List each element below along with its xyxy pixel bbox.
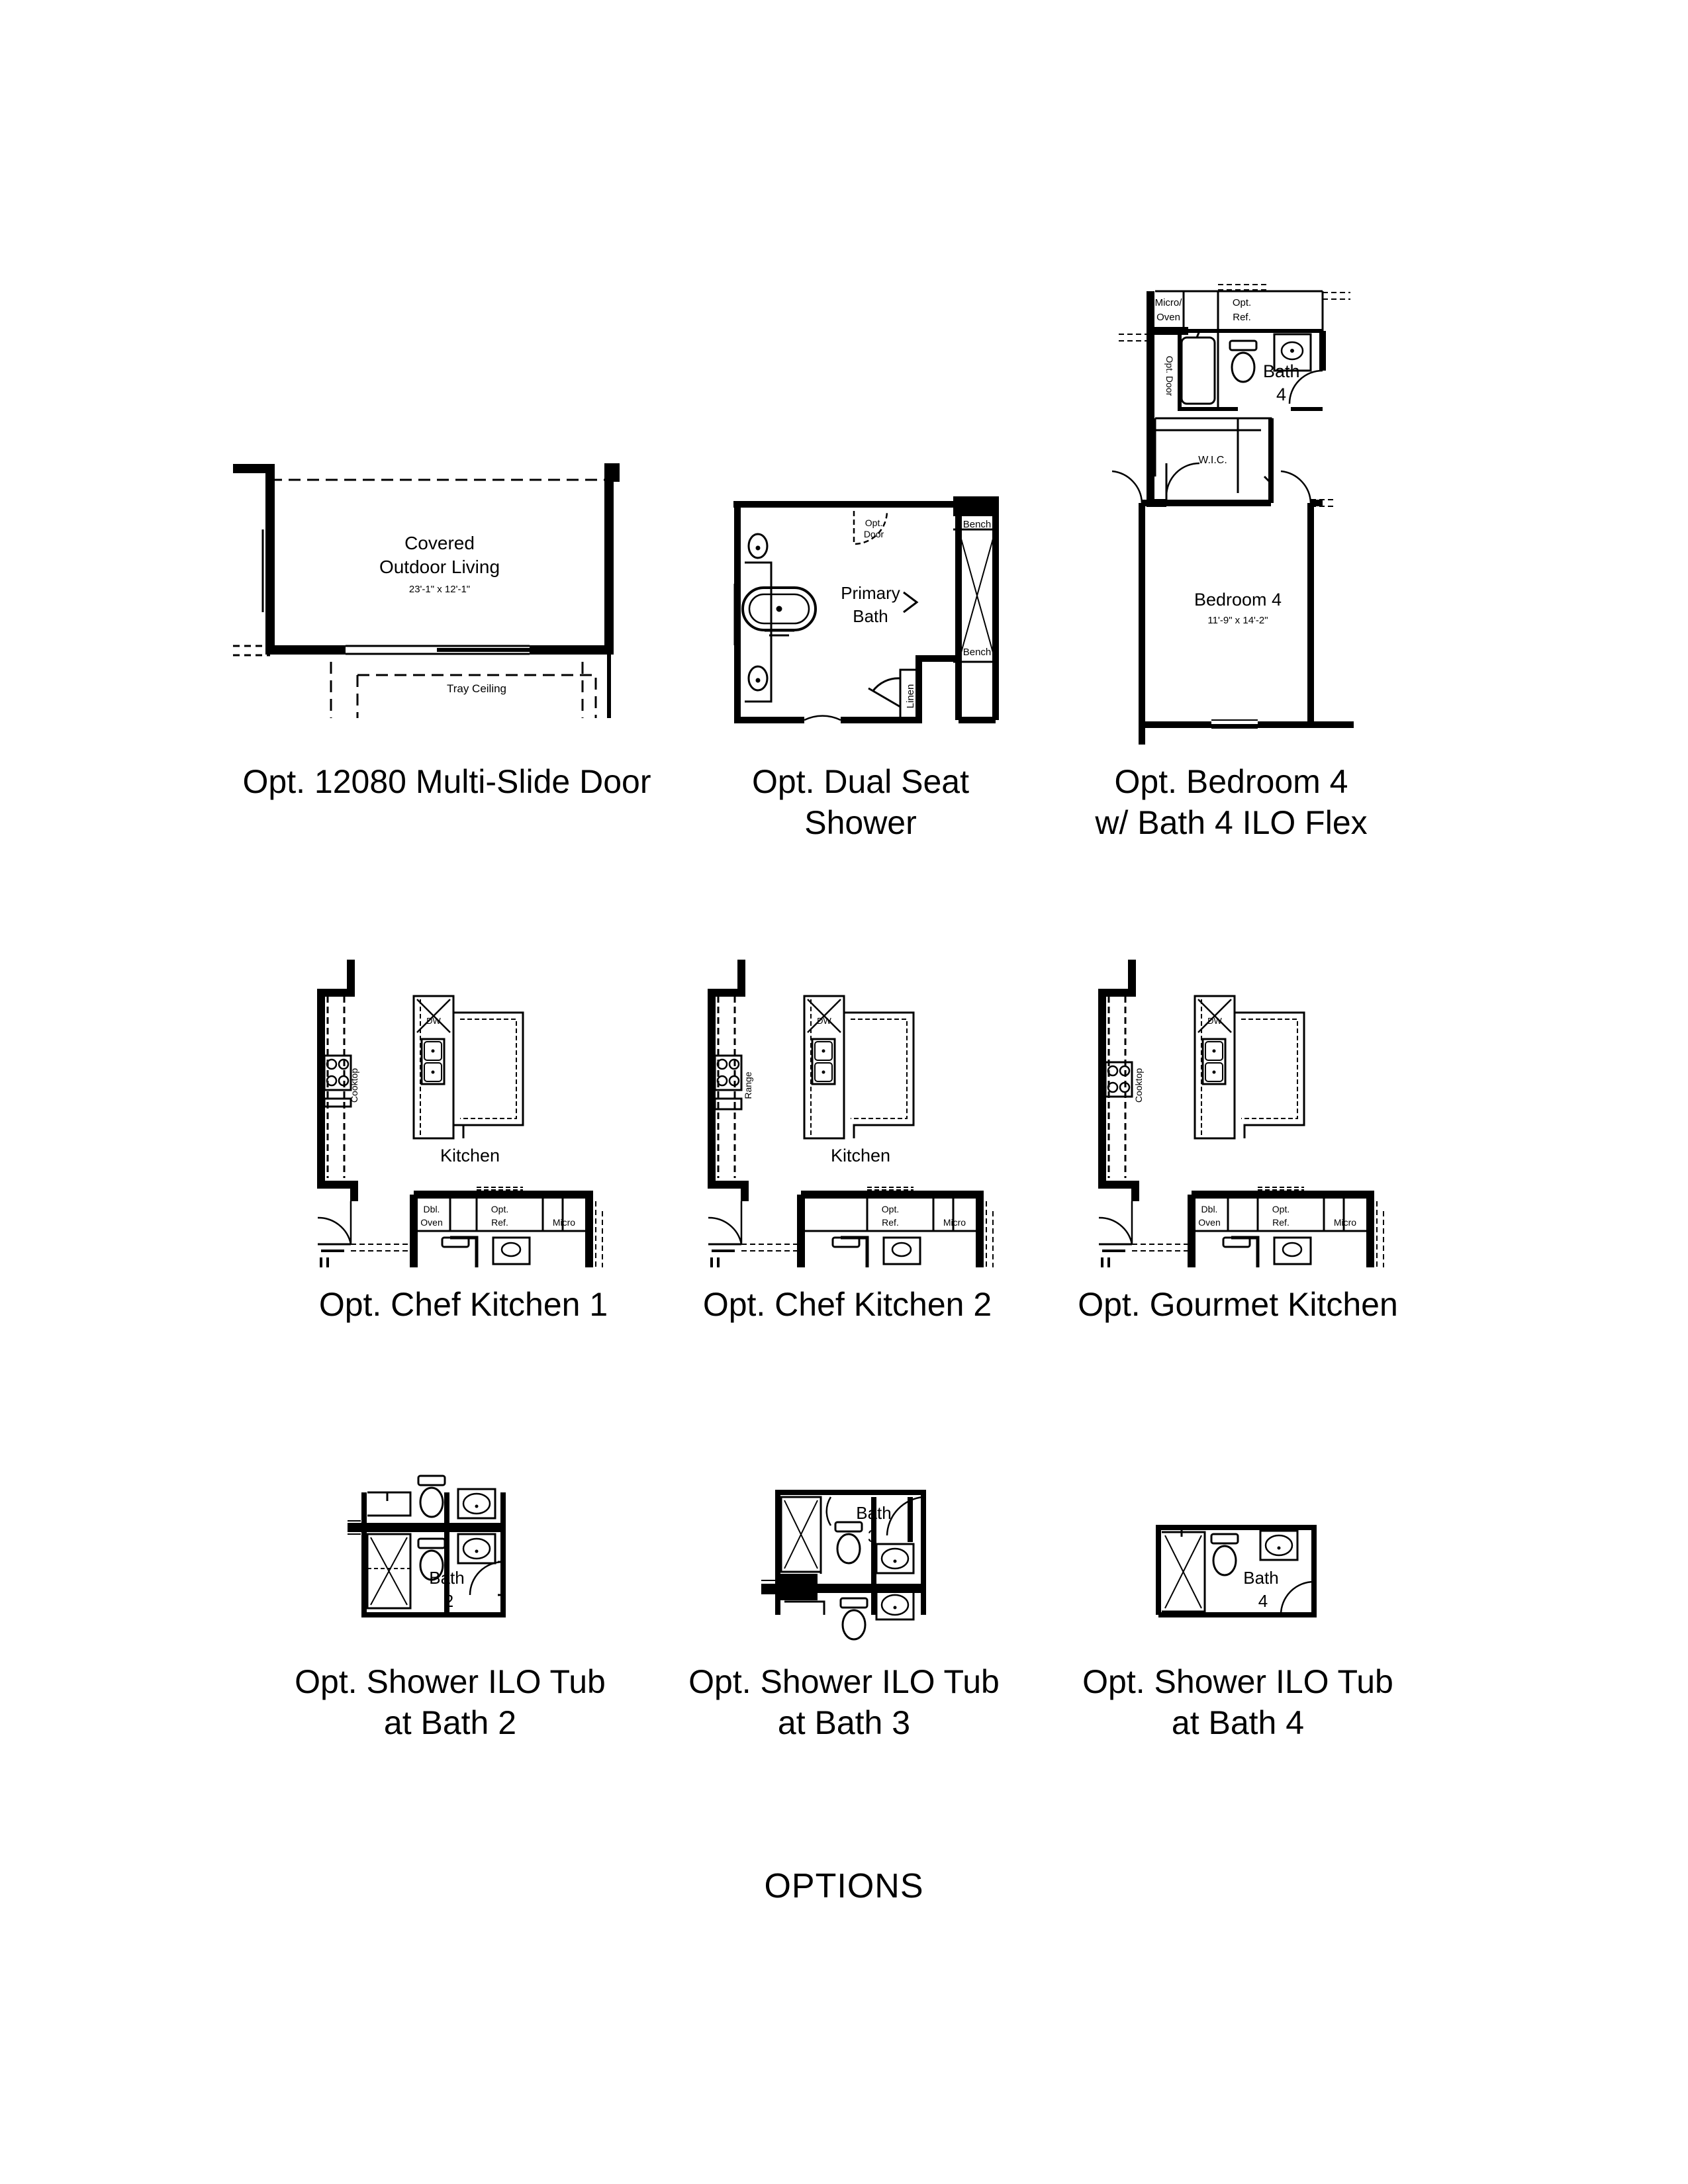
plan-shower-bath-2	[348, 1476, 503, 1615]
micro-oven-line2: Oven	[1156, 312, 1180, 323]
bath-4-name: Bath	[1263, 361, 1300, 381]
caption-chef-kitchen-2: Opt. Chef Kitchen 2	[702, 1286, 992, 1323]
bath-4-name: Bath	[1243, 1568, 1279, 1588]
caption-dual-seat-shower: Opt. Dual Seat Shower	[752, 763, 969, 841]
kitchen-label: Kitchen	[830, 1146, 891, 1165]
opt-ref-line2: Ref.	[491, 1217, 508, 1228]
micro-label: Micro	[943, 1217, 966, 1228]
opt-door-label: Opt. Door	[1164, 355, 1175, 396]
opt-ref-line1: Opt.	[1272, 1204, 1290, 1214]
plan-bedroom-4-bath-4	[1112, 285, 1354, 745]
bedroom-4-dimensions: 11'-9" x 14'-2"	[1207, 615, 1268, 626]
opt-door-label-line2: Door	[863, 529, 884, 539]
linen-label: Linen	[905, 684, 916, 709]
plan-shower-bath-4	[1158, 1527, 1314, 1615]
plan-chef-kitchen-2	[708, 960, 993, 1267]
dbl-oven-line2: Oven	[1198, 1217, 1221, 1228]
caption-shower-bath-3: Opt. Shower ILO Tub at Bath 3	[688, 1663, 1000, 1741]
range-label: Range	[743, 1071, 753, 1099]
caption-shower-bath-2: Opt. Shower ILO Tub at Bath 2	[295, 1663, 606, 1741]
opt-ref-line1: Opt.	[491, 1204, 509, 1214]
dishwasher-label: DW	[426, 1016, 441, 1026]
opt-ref-line1: Opt.	[881, 1204, 900, 1214]
micro-label: Micro	[1333, 1217, 1357, 1228]
plan-shower-bath-3	[761, 1492, 923, 1639]
bench-top-label: Bench	[962, 519, 992, 530]
caption-chef-kitchen-1: Opt. Chef Kitchen 1	[318, 1286, 608, 1323]
opt-door-label-line1: Opt.	[865, 518, 883, 528]
cooktop-label: Cooktop	[349, 1068, 359, 1103]
room-name-outdoor-living: Outdoor Living	[379, 557, 500, 577]
opt-ref-line2: Ref.	[1233, 312, 1251, 323]
caption-bedroom-4: Opt. Bedroom 4 w/ Bath 4 ILO Flex	[1095, 763, 1368, 841]
cooktop-label: Cooktop	[1133, 1068, 1144, 1103]
plan-gourmet-kitchen	[1099, 960, 1383, 1267]
bench-bottom-label: Bench	[962, 647, 992, 658]
caption-gourmet-kitchen: Opt. Gourmet Kitchen	[1078, 1286, 1398, 1323]
micro-oven-line1: Micro/	[1154, 297, 1182, 308]
caption-multi-slide-door: Opt. 12080 Multi-Slide Door	[242, 763, 651, 800]
opt-ref-line2: Ref.	[882, 1217, 899, 1228]
room-name-bath: Bath	[853, 606, 888, 626]
tray-ceiling-label: Tray Ceiling	[446, 682, 507, 695]
bath-2-name: Bath	[429, 1568, 465, 1588]
dbl-oven-line2: Oven	[420, 1217, 443, 1228]
opt-ref-line1: Opt.	[1232, 297, 1252, 308]
bath-3-number: 3	[867, 1526, 878, 1546]
kitchen-label: Kitchen	[440, 1146, 500, 1165]
plan-chef-kitchen-1	[318, 960, 602, 1267]
room-name-bedroom-4: Bedroom 4	[1194, 590, 1282, 610]
room-name-primary: Primary	[841, 583, 900, 603]
dishwasher-label: DW	[817, 1016, 831, 1026]
room-name-covered: Covered	[404, 533, 475, 553]
dishwasher-label: DW	[1207, 1016, 1222, 1026]
bath-4-number: 4	[1276, 385, 1287, 404]
bath-2-number: 2	[444, 1591, 454, 1611]
dbl-oven-line1: Dbl.	[1201, 1204, 1218, 1214]
dbl-oven-line1: Dbl.	[423, 1204, 440, 1214]
plan-multi-slide-door	[233, 463, 620, 718]
room-dimensions: 23'-1" x 12'-1"	[408, 584, 471, 595]
opt-ref-line2: Ref.	[1272, 1217, 1289, 1228]
bath-4-number: 4	[1258, 1591, 1268, 1611]
micro-label: Micro	[552, 1217, 576, 1228]
page-title-options: OPTIONS	[764, 1867, 924, 1905]
caption-shower-bath-4: Opt. Shower ILO Tub at Bath 4	[1082, 1663, 1393, 1741]
wic-label: W.I.C.	[1198, 455, 1227, 466]
plan-dual-seat-shower	[733, 496, 996, 720]
bath-3-name: Bath	[856, 1503, 892, 1523]
